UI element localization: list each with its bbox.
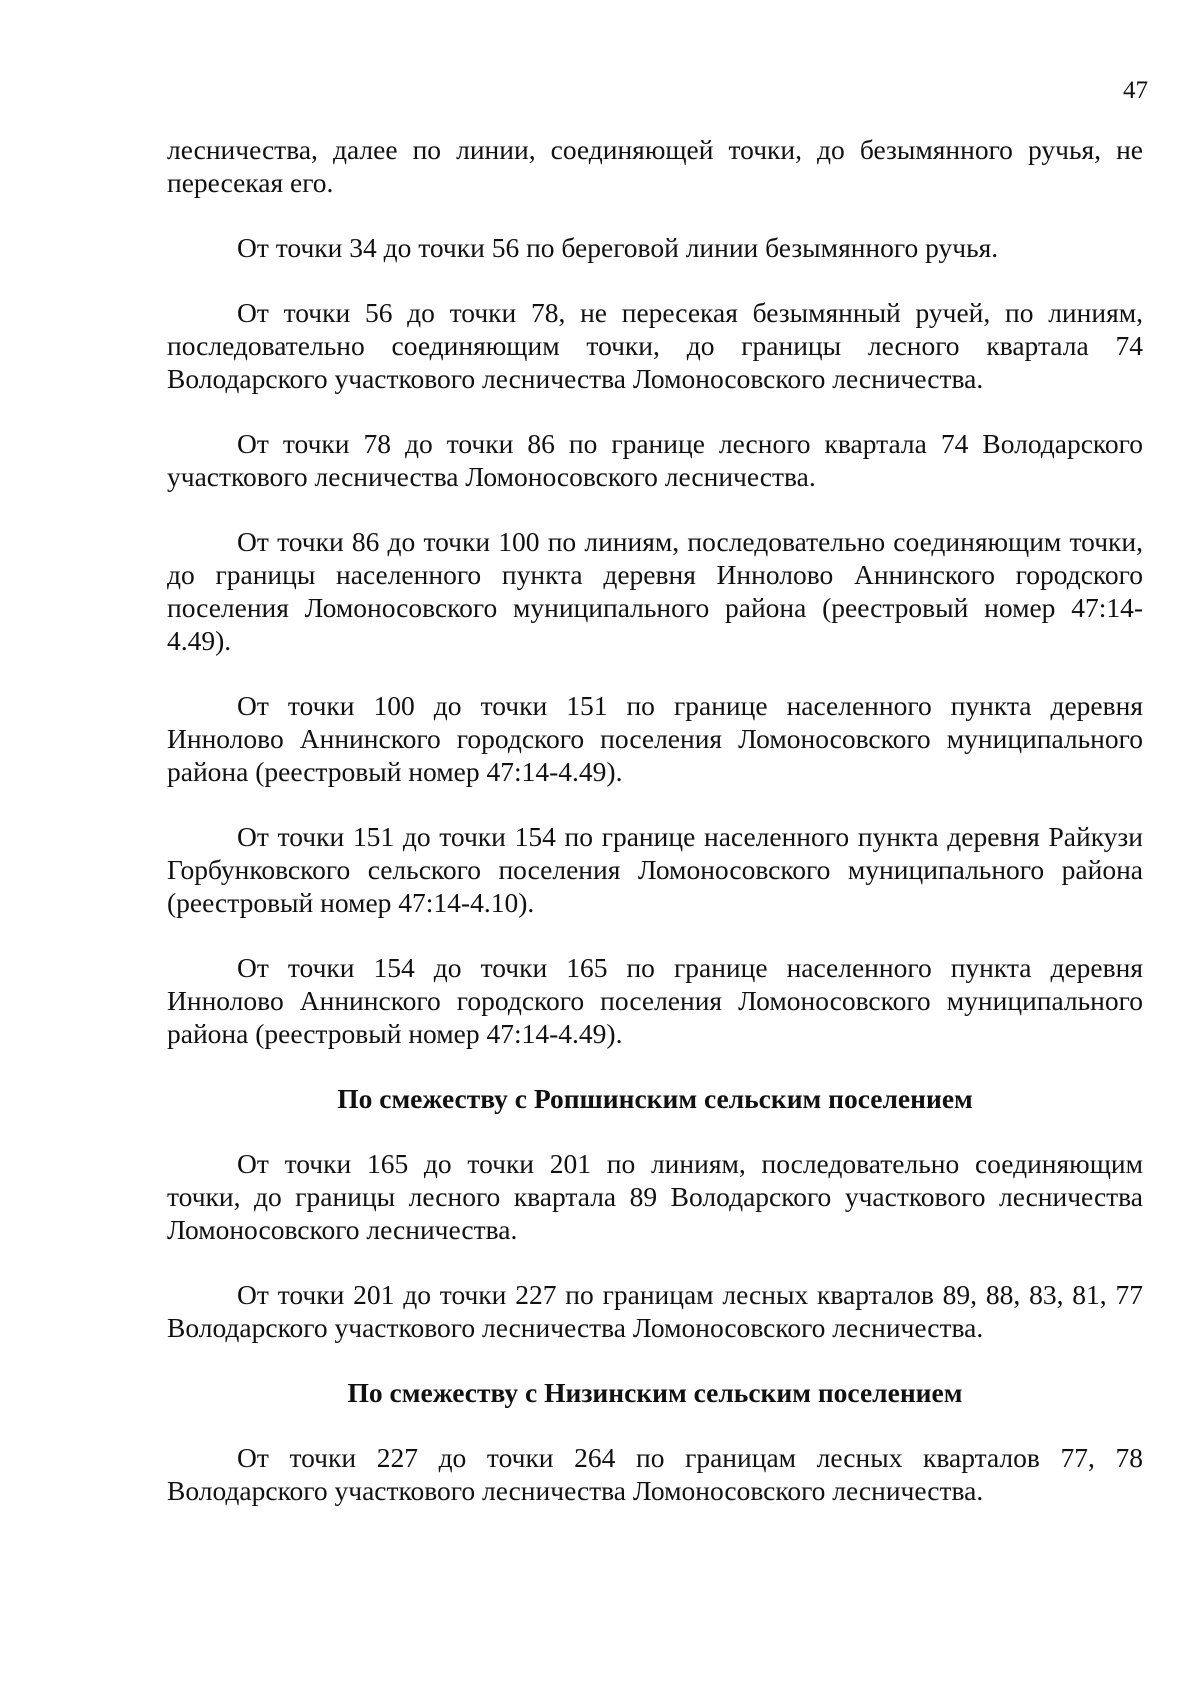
paragraph-continuation: лесничества, далее по линии, соединяющей точки, до безымянного ручья, не пересекая его. [167,134,1143,198]
paragraph-points-154-165: От точки 154 до точки 165 по границе населенного пункта деревня Иннолово Аннинского городского поселения Ломоносовского муниципального района (реестровый номер 47:14-4.49). [167,952,1143,1049]
paragraph-points-151-154: От точки 151 до точки 154 по границе населенного пункта деревня Райкузи Горбунковского сельского поселения Ломоносовского муниципального района (реестровый номер 47:14-4.10). [167,821,1143,918]
document-body [167,133,1143,1539]
paragraph-points-100-151: От точки 100 до точки 151 по границе населенного пункта деревня Иннолово Аннинского городского поселения Ломоносовского муниципального района (реестровый номер 47:14-4.49). [167,690,1143,787]
paragraph-points-56-78: От точки 56 до точки 78, не пересекая безымянный ручей, по линиям, последовательно соединяющим точки, до границы лесного квартала 74 Володарского участкового лесничества Ломоносовского лесничества. [167,297,1143,394]
paragraph-points-34-56: От точки 34 до точки 56 по береговой линии безымянного ручья. [237,232,999,263]
paragraph-points-86-100: От точки 86 до точки 100 по линиям, последовательно соединяющим точки, до границы населенного пункта деревня Иннолово Аннинского городского поселения Ломоносовского муниципального района (реестровый номер 47:14-4.49). [167,526,1143,656]
paragraph-points-78-86: От точки 78 до точки 86 по границе лесного квартала 74 Володарского участкового лесничества Ломоносовского лесничества. [167,428,1143,492]
section-heading-nizino: По смежеству с Низинским сельским поселением [347,1377,963,1408]
section-heading-ropsha: По смежеству с Ропшинским сельским поселением [337,1083,973,1114]
paragraph-points-165-201: От точки 165 до точки 201 по линиям, последовательно соединяющим точки, до границы лесного квартала 89 Володарского участкового лесничества Ломоносовского лесничества. [167,1148,1143,1245]
page-number: 47 [1123,77,1148,104]
paragraph-points-227-264: От точки 227 до точки 264 по границам лесных кварталов 77, 78 Володарского участкового лесничества Ломоносовского лесничества. [167,1442,1143,1506]
paragraph-points-201-227: От точки 201 до точки 227 по границам лесных кварталов 89, 88, 83, 81, 77 Володарского участкового лесничества Ломоносовского лесничества. [167,1279,1143,1343]
